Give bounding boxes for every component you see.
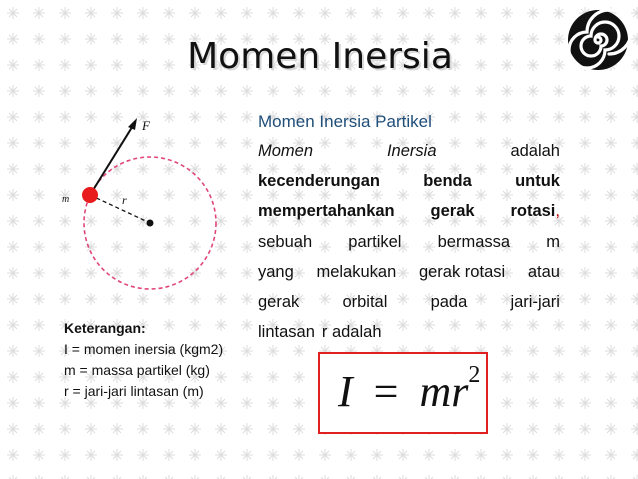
section-subtitle: Momen Inersia Partikel	[258, 112, 432, 131]
paragraph-word: melakukan	[316, 262, 397, 281]
paragraph-word: yang	[258, 262, 294, 281]
paragraph-word: gerak	[258, 292, 300, 311]
paragraph-word: rotasi	[510, 202, 556, 221]
paragraph-line	[258, 136, 560, 166]
paragraph-word: gerak	[430, 202, 475, 221]
formula-lhs: I	[338, 367, 353, 416]
radius-label: r	[122, 193, 127, 207]
paragraph-line	[258, 166, 560, 196]
paragraph-word: orbital	[342, 292, 388, 311]
formula-equals: =	[373, 367, 399, 416]
paragraph-line	[258, 227, 560, 257]
paragraph-line	[258, 317, 560, 347]
paragraph-word: atau	[527, 262, 560, 281]
paragraph-word: untuk	[515, 172, 560, 191]
legend-heading: Keterangan:	[64, 320, 146, 336]
paragraph-word: Momen	[258, 142, 314, 160]
paragraph-word: Inersia	[386, 142, 437, 160]
moment-of-inertia-formula	[338, 362, 481, 417]
paragraph-word: benda	[423, 172, 472, 191]
definition-paragraph	[258, 136, 560, 347]
mass-label: m	[62, 194, 70, 205]
slide-title: Momen Inersia	[187, 36, 453, 77]
paragraph-word: r adalah	[321, 323, 382, 342]
legend-item: m = massa partikel (kg)	[64, 362, 210, 378]
paragraph-line	[258, 287, 560, 317]
force-arrow	[90, 124, 134, 195]
paragraph-word: bermassa	[437, 232, 511, 251]
paragraph-word: sebuah	[258, 232, 313, 251]
paragraph-line	[258, 257, 560, 287]
spiral-logo-icon	[566, 8, 630, 72]
radius-line	[90, 195, 150, 223]
formula-exponent: 2	[468, 362, 481, 388]
particle-dot	[82, 187, 98, 203]
paragraph-word: pada	[430, 292, 468, 311]
particle-rotation-diagram	[60, 108, 260, 318]
accent-comma: ,	[555, 202, 560, 221]
legend-item: I = momen inersia (kgm2)	[64, 341, 224, 357]
paragraph-word: partikel	[348, 232, 402, 251]
paragraph-word: mempertahankan	[258, 202, 395, 221]
paragraph-word: adalah	[510, 142, 560, 160]
formula-box	[318, 352, 488, 434]
legend-item: r = jari-jari lintasan (m)	[64, 383, 204, 399]
center-dot	[147, 220, 154, 227]
paragraph-word: gerak rotasi	[418, 262, 506, 281]
paragraph-word: m	[546, 232, 560, 251]
paragraph-word: lintasan	[258, 323, 315, 342]
paragraph-line	[258, 196, 560, 226]
paragraph-word: kecenderungan	[258, 172, 380, 191]
paragraph-word: jari-jari	[510, 292, 560, 311]
force-arrowhead	[128, 118, 137, 130]
legend	[64, 318, 223, 402]
formula-rhs: mr	[419, 367, 469, 416]
force-label: F	[142, 118, 150, 133]
